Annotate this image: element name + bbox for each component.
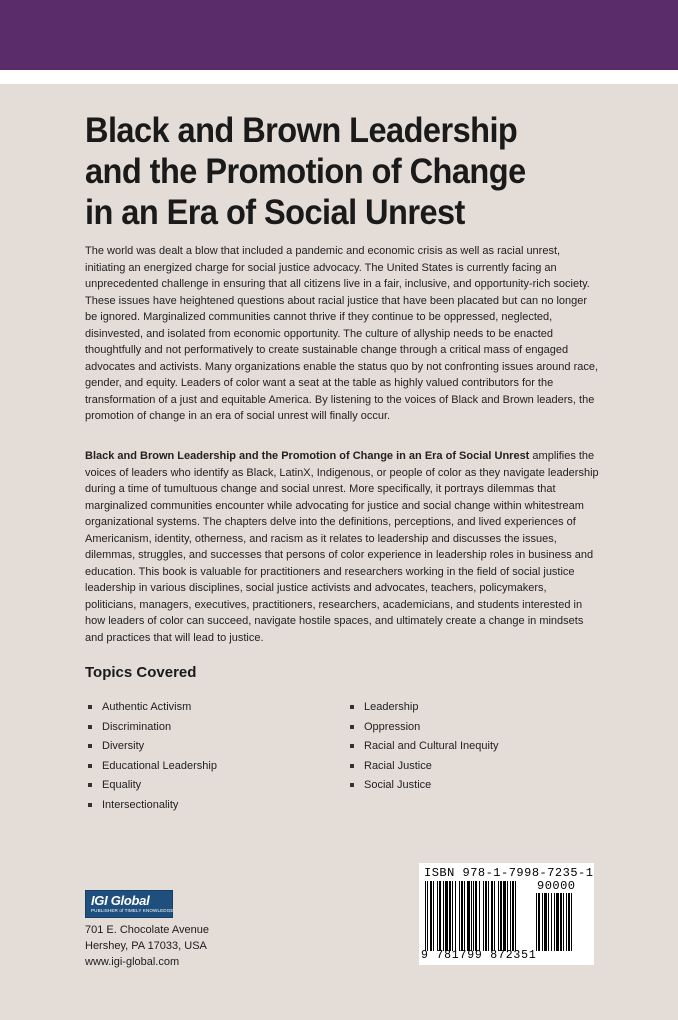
bullet-icon <box>350 744 354 748</box>
topic-item: Discrimination <box>88 718 217 738</box>
bullet-icon <box>350 764 354 768</box>
title-line-2: and the Promotion of Change <box>85 152 526 191</box>
barcode-bar <box>516 881 517 951</box>
barcode-bars-addon <box>536 893 588 951</box>
topic-item: Racial and Cultural Inequity <box>350 737 499 757</box>
topic-item: Equality <box>88 776 217 796</box>
bullet-icon <box>88 725 92 729</box>
top-white-strip <box>0 70 678 84</box>
bullet-icon <box>350 705 354 709</box>
topic-item: Diversity <box>88 737 217 757</box>
title-line-1: Black and Brown Leadership <box>85 111 518 150</box>
title-line-3: in an Era of Social Unrest <box>85 193 465 232</box>
topics-list-right <box>350 698 499 796</box>
price-addon-label: 90000 <box>537 879 576 893</box>
ean-number: 9 781799 872351 <box>421 949 537 962</box>
topic-item: Intersectionality <box>88 796 217 816</box>
topics-heading: Topics Covered <box>85 664 197 681</box>
book-title <box>85 110 606 233</box>
bullet-icon <box>350 783 354 787</box>
topic-item: Leadership <box>350 698 499 718</box>
topic-item: Authentic Activism <box>88 698 217 718</box>
topic-item: Educational Leadership <box>88 757 217 777</box>
bullet-icon <box>350 725 354 729</box>
top-color-band <box>0 0 678 70</box>
barcode-bar <box>571 893 572 951</box>
isbn-barcode <box>419 863 594 965</box>
topic-item: Racial Justice <box>350 757 499 777</box>
bullet-icon <box>88 783 92 787</box>
description-paragraph-2-text: amplifies the voices of leaders who identify as Black, LatinX, Indigenous, or people of color as they navigate leadership during a time of tumultuous change and social unrest. More specifically, it portrays dilemmas that marginalized communities encounter while advocating for justice and social change within whitestream organizational systems. The chapters delve into the definitions, perceptions, and lived experiences of Americanism, identity, otherness, and racism as it relates to leadership and discusses the issues, dilemmas, struggles, and successes that persons of color experience in leadership roles in business and education. This book is valuable for practitioners and researchers working in the field of social justice leadership in various disciplines, social justice activists and advocates, teachers, policymakers, politicians, managers, executives, practitioners, researchers, academicians, and students interested in how leaders of color can succeed, navigate hostile spaces, and ultimately create a change in mindsets and practices that will lead to justice. <box>85 450 599 644</box>
description-paragraph-2 <box>85 448 600 646</box>
bullet-icon <box>88 764 92 768</box>
bullet-icon <box>88 705 92 709</box>
barcode-bars-main <box>425 881 529 951</box>
logo-tagline: PUBLISHER of TIMELY KNOWLEDGE <box>91 908 174 913</box>
description-book-title-bold: Black and Brown Leadership and the Promotion of Change in an Era of Social Unrest <box>85 450 530 462</box>
topic-item: Social Justice <box>350 776 499 796</box>
igi-global-logo <box>85 890 173 918</box>
bullet-icon <box>88 744 92 748</box>
isbn-label: ISBN 978-1-7998-7235-1 <box>424 866 594 880</box>
logo-text: IGI Global <box>91 893 150 908</box>
publisher-website: www.igi-global.com <box>85 956 180 968</box>
address-city: Hershey, PA 17033, USA <box>85 940 207 952</box>
address-street: 701 E. Chocolate Avenue <box>85 924 209 936</box>
bullet-icon <box>88 803 92 807</box>
description-paragraph-1: The world was dealt a blow that included a pandemic and economic crisis as well as racial unrest, initiating an energized charge for social justice advocacy. The United States is currently facing an unprecedented challenge in ensuring that all citizens live in a fair, inclusive, and opportunity-rich society. These issues have heightened questions about racial justice that have been placated but can no longer be ignored. Marginalized communities cannot thrive if they continue to be oppressed, neglected, disinvested, and isolated from economic opportunity. The culture of allyship needs to be enacted thoughtfully and not performatively to create sustainable change through a critical mass of engaged advocates and activists. Many organizations enable the status quo by not confronting issues around race, gender, and equity. Leaders of color want a seat at the table as highly valued contributors for the transformation of a just and equitable America. By listening to the voices of Black and Brown leaders, the promotion of change in an era of social unrest will finally occur. <box>85 245 599 422</box>
topics-list-left <box>88 698 217 815</box>
publisher-address <box>85 922 209 970</box>
topic-item: Oppression <box>350 718 499 738</box>
